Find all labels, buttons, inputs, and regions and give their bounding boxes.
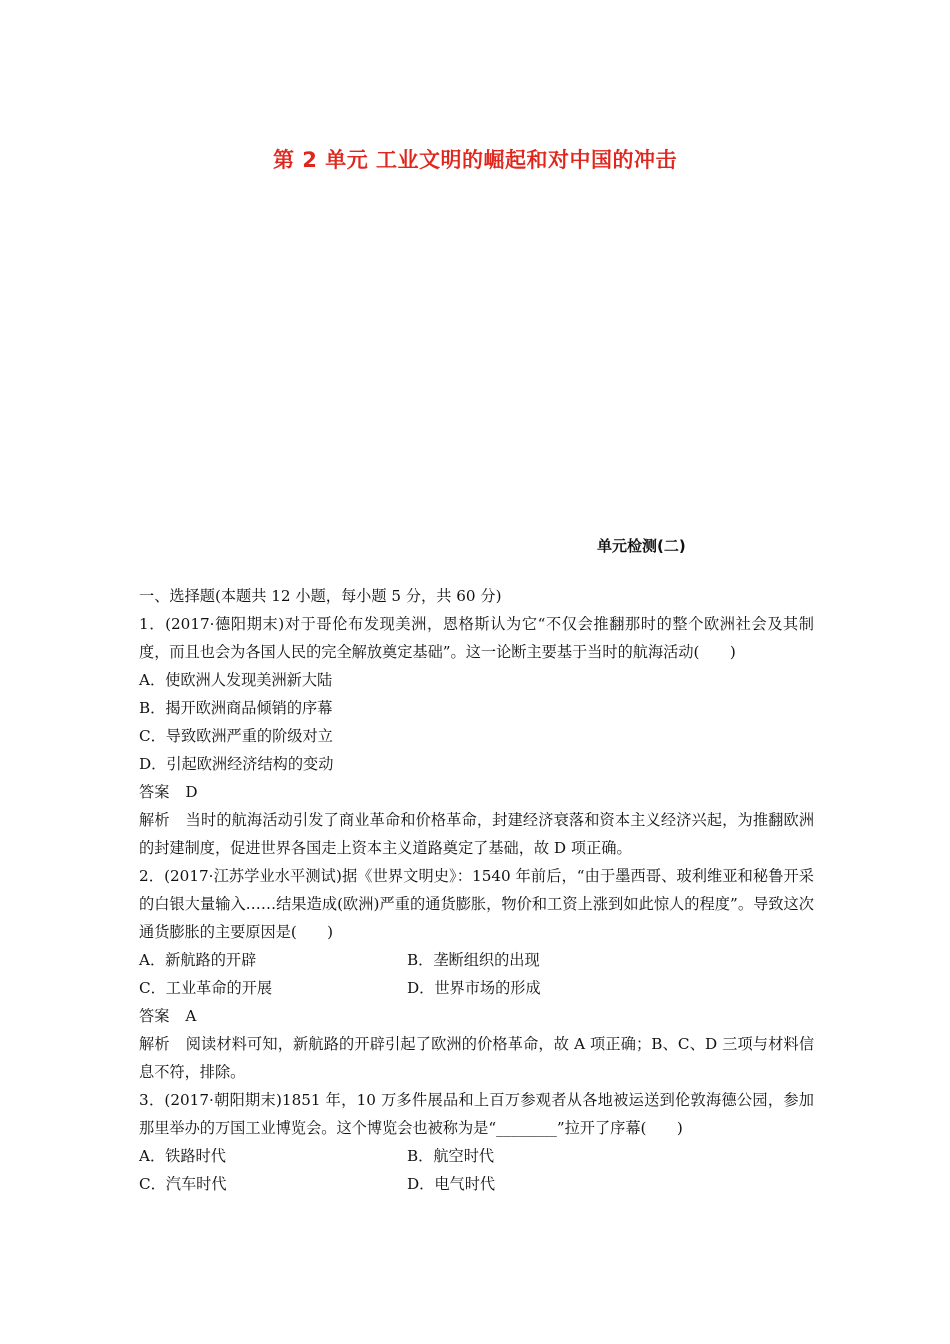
option-c: C．汽车时代 bbox=[139, 1175, 227, 1193]
option-row bbox=[139, 974, 814, 1002]
analysis-line bbox=[139, 1030, 814, 1086]
answer-value: A bbox=[185, 1007, 197, 1025]
option-d: D．引起欧洲经济结构的变动 bbox=[139, 755, 334, 773]
option-c: C．导致欧洲严重的阶级对立 bbox=[139, 727, 333, 745]
option-d: D．世界市场的形成 bbox=[407, 979, 541, 997]
unit-title: 第 2 单元 工业文明的崛起和对中国的冲击 bbox=[272, 148, 678, 172]
answer-line bbox=[139, 778, 814, 806]
question-stem: 1．(2017·德阳期末)对于哥伦布发现美洲，恩格斯认为它“不仅会推翻那时的整个欧洲社会及其制度，而且也会为各国人民的完全解放奠定基础”。这一论断主要基于当时的航海活动( ) bbox=[139, 615, 814, 661]
option-b: B．垄断组织的出现 bbox=[407, 951, 540, 969]
question-3 bbox=[139, 1086, 814, 1198]
analysis-label: 解析 bbox=[139, 811, 170, 829]
analysis-line bbox=[139, 806, 814, 862]
option-row bbox=[139, 1142, 814, 1170]
option-d: D．电气时代 bbox=[407, 1175, 496, 1193]
question-content bbox=[139, 582, 814, 1198]
answer-line bbox=[139, 1002, 814, 1030]
question-stem: 2．(2017·江苏学业水平测试)据《世界文明史》：1540 年前后，“由于墨西哥、玻利维亚和秘鲁开采的白银大量输入……结果造成(欧洲)严重的通货膨胀，物价和工资上涨到如此惊人的程度”。导致这次通货膨胀的主要原因是( ) bbox=[139, 867, 814, 941]
answer-label: 答案 bbox=[139, 1007, 170, 1025]
part-heading: 一、选择题(本题共 12 小题，每小题 5 分，共 60 分) bbox=[139, 587, 502, 605]
question-2 bbox=[139, 862, 814, 1086]
section-heading: 单元检测(二) bbox=[597, 537, 686, 555]
question-stem: 3．(2017·朝阳期末)1851 年，10 万多件展品和上百万参观者从各地被运送到伦敦海德公园，参加那里举办的万国工业博览会。这个博览会也被称为是“________”拉开了序幕( ) bbox=[139, 1091, 814, 1137]
option-b: B．航空时代 bbox=[407, 1147, 495, 1165]
option-row bbox=[139, 946, 814, 974]
question-1 bbox=[139, 610, 814, 862]
analysis-text: 阅读材料可知，新航路的开辟引起了欧洲的价格革命，故 A 项正确；B、C、D 三项与材料信息不符，排除。 bbox=[139, 1035, 815, 1081]
option-a: A．铁路时代 bbox=[139, 1147, 226, 1165]
answer-value: D bbox=[185, 783, 198, 801]
option-a: A．新航路的开辟 bbox=[139, 951, 257, 969]
option-row bbox=[139, 1170, 814, 1198]
option-c: C．工业革命的开展 bbox=[139, 979, 273, 997]
answer-label: 答案 bbox=[139, 783, 170, 801]
analysis-label: 解析 bbox=[139, 1035, 170, 1053]
option-a: A．使欧洲人发现美洲新大陆 bbox=[139, 671, 333, 689]
option-b: B．揭开欧洲商品倾销的序幕 bbox=[139, 699, 333, 717]
analysis-text: 当时的航海活动引发了商业革命和价格革命，封建经济衰落和资本主义经济兴起，为推翻欧洲的封建制度，促进世界各国走上资本主义道路奠定了基础，故 D 项正确。 bbox=[139, 811, 815, 857]
